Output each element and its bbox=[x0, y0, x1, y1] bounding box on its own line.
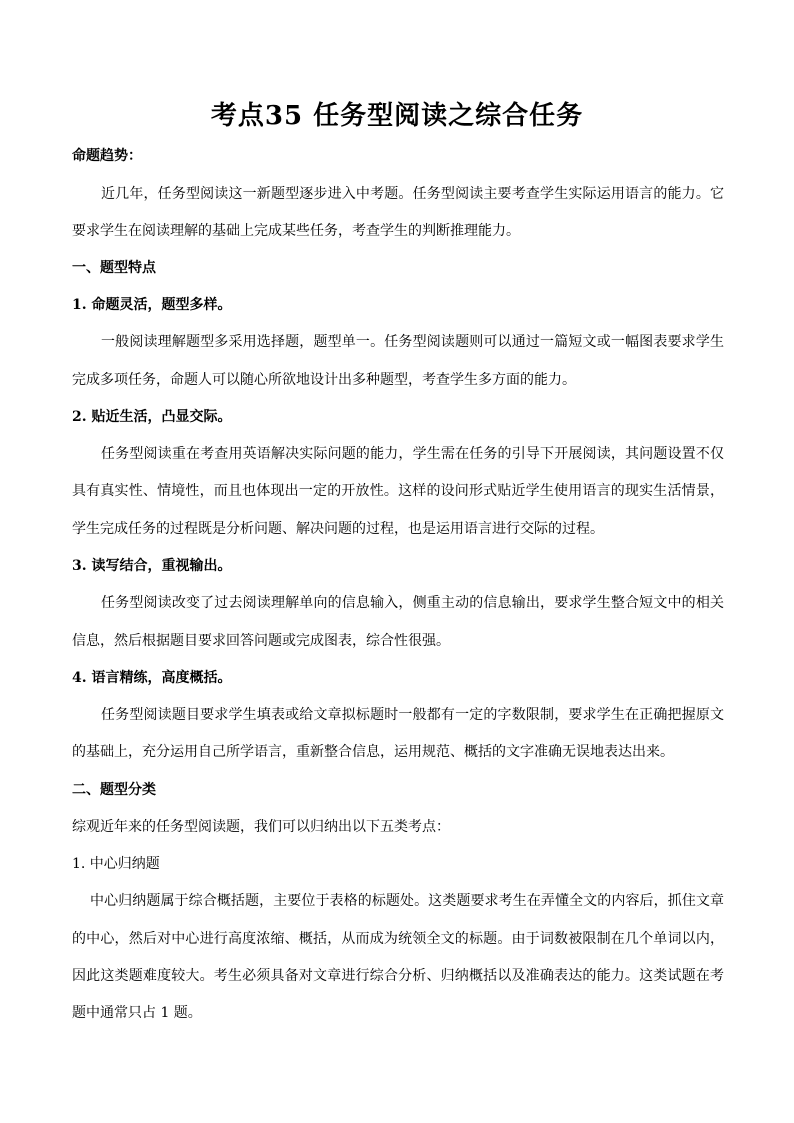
document-title: 考点35 任务型阅读之综合任务 bbox=[210, 101, 584, 131]
paragraph-line: 任务型阅读题目要求学生填表或给文章拟标题时一般都有一定的字数限制，要求学生在正确把握原文 bbox=[101, 707, 724, 723]
category-heading: 1. 中心归纳题 bbox=[72, 856, 160, 872]
point-heading: 3. 读写结合，重视输出。 bbox=[72, 558, 232, 574]
point-heading: 1. 命题灵活，题型多样。 bbox=[72, 297, 232, 313]
paragraph-line: 的基础上，充分运用自己所学语言，重新整合信息，运用规范、概括的文字准确无误地表达出来。 bbox=[72, 744, 674, 760]
paragraph-line: 信息，然后根据题目要求回答问题或完成图表，综合性很强。 bbox=[72, 633, 450, 649]
paragraph-line: 的中心，然后对中心进行高度浓缩、概括，从而成为统领全文的标题。由于词数被限制在几个单词以内， bbox=[72, 931, 724, 947]
trend-line: 要求学生在阅读理解的基础上完成某些任务，考查学生的判断推理能力。 bbox=[72, 223, 520, 239]
paragraph-line: 具有真实性、情境性，而且也体现出一定的开放性。这样的设问形式贴近学生使用语言的现实生活情景， bbox=[72, 483, 724, 499]
paragraph-line: 学生完成任务的过程既是分析问题、解决问题的过程，也是运用语言进行交际的过程。 bbox=[72, 521, 604, 537]
paragraph-line: 因此这类题难度较大。考生必须具备对文章进行综合分析、归纳概括以及准确表达的能力。这类试题在考 bbox=[72, 968, 724, 984]
paragraph-line: 题中通常只占 1 题。 bbox=[72, 1005, 202, 1021]
point-heading: 2. 贴近生活，凸显交际。 bbox=[72, 409, 232, 425]
paragraph-line: 任务型阅读重在考查用英语解决实际问题的能力，学生需在任务的引导下开展阅读，其问题设置不仅 bbox=[101, 446, 724, 462]
section-intro: 综观近年来的任务型阅读题，我们可以归纳出以下五类考点： bbox=[72, 819, 450, 835]
section-heading: 一、题型特点 bbox=[72, 260, 156, 276]
paragraph-line: 一般阅读理解题型多采用选择题，题型单一。任务型阅读题则可以通过一篇短文或一幅图表要求学生 bbox=[101, 334, 724, 350]
paragraph-line: 任务型阅读改变了过去阅读理解单向的信息输入，侧重主动的信息输出，要求学生整合短文中的相关 bbox=[101, 595, 724, 611]
paragraph-line: 中心归纳题属于综合概括题，主要位于表格的标题处。这类题要求考生在弄懂全文的内容后，抓住文章 bbox=[90, 893, 724, 909]
paragraph-line: 完成多项任务，命题人可以随心所欲地设计出多种题型，考查学生多方面的能力。 bbox=[72, 372, 576, 388]
section-heading: 二、题型分类 bbox=[72, 782, 156, 798]
point-heading: 4. 语言精练，高度概括。 bbox=[72, 670, 232, 686]
trend-heading: 命题趋势： bbox=[72, 148, 142, 164]
trend-line: 近几年，任务型阅读这一新题型逐步进入中考题。任务型阅读主要考查学生实际运用语言的能力。它 bbox=[101, 186, 724, 202]
